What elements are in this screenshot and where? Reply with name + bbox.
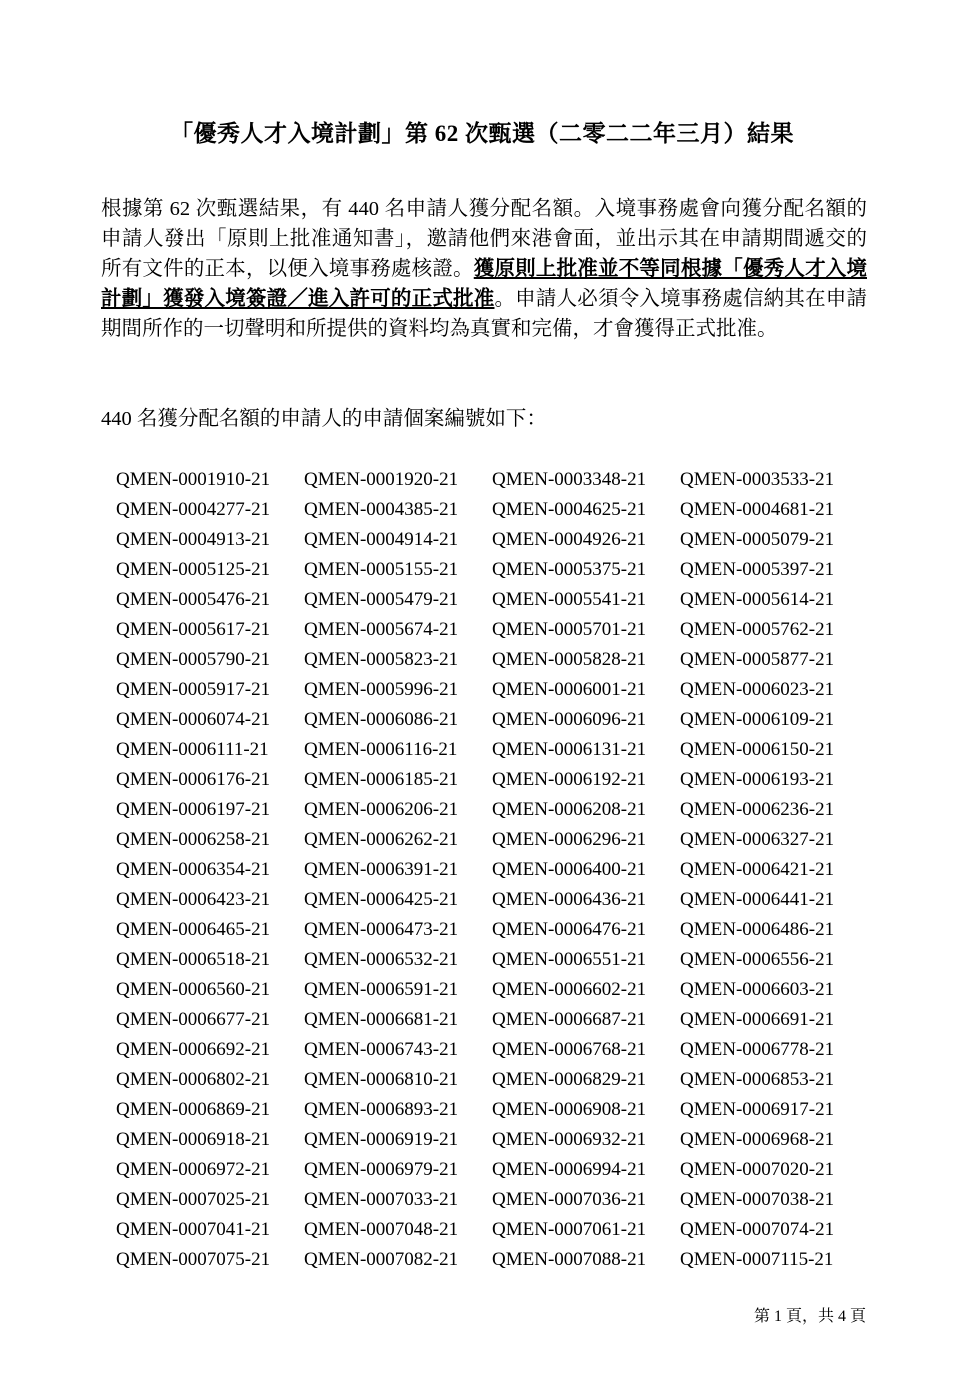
application-id: QMEN-0006687-21 [492,1009,647,1030]
application-id: QMEN-0004681-21 [680,499,835,520]
application-id: QMEN-0006681-21 [304,1009,459,1030]
application-id: QMEN-0005823-21 [304,649,459,670]
application-id: QMEN-0006086-21 [304,709,459,730]
application-id: QMEN-0006001-21 [492,679,647,700]
application-id: QMEN-0006206-21 [304,799,459,820]
application-id: QMEN-0006096-21 [492,709,647,730]
application-id: QMEN-0006354-21 [116,859,271,880]
application-id: QMEN-0006465-21 [116,919,271,940]
application-id: QMEN-0006556-21 [680,949,835,970]
application-id: QMEN-0006829-21 [492,1069,647,1090]
application-id: QMEN-0006423-21 [116,889,271,910]
application-id: QMEN-0006109-21 [680,709,835,730]
application-id: QMEN-0006436-21 [492,889,647,910]
intro-text-part2: 。申請人必須令入境事務處信納其在申請期間所作的一切聲明和所提供的資料均為真實和完備，才會獲得正式批准。 [101,288,868,340]
application-id: QMEN-0005375-21 [492,559,647,580]
application-id: QMEN-0006236-21 [680,799,835,820]
application-id: QMEN-0007025-21 [116,1189,271,1210]
application-id: QMEN-0006421-21 [680,859,835,880]
application-id: QMEN-0006111-21 [116,739,269,760]
intro-emphasis: 獲原則上批准並不等同根據「優秀人才入境計劃」獲發入境簽證／進入許可的正式批准 [101,258,867,310]
application-id: QMEN-0006518-21 [116,949,271,970]
application-id: QMEN-0006932-21 [492,1129,647,1150]
application-id: QMEN-0006193-21 [680,769,835,790]
application-id: QMEN-0006560-21 [116,979,271,1000]
application-id: QMEN-0006551-21 [492,949,647,970]
application-id: QMEN-0006692-21 [116,1039,271,1060]
application-id: QMEN-0006602-21 [492,979,647,1000]
application-id: QMEN-0005762-21 [680,619,835,640]
application-id: QMEN-0006327-21 [680,829,835,850]
application-id: QMEN-0004913-21 [116,529,271,550]
application-id: QMEN-0004277-21 [116,499,271,520]
application-id: QMEN-0006486-21 [680,919,835,940]
application-id: QMEN-0006869-21 [116,1099,271,1120]
application-id: QMEN-0007033-21 [304,1189,459,1210]
intro-paragraph [101,194,867,344]
application-id: QMEN-0006778-21 [680,1039,835,1060]
application-id-table [116,465,876,1275]
application-id: QMEN-0005617-21 [116,619,271,640]
application-id: QMEN-0006919-21 [304,1129,459,1150]
application-id: QMEN-0006677-21 [116,1009,271,1030]
application-id: QMEN-0006197-21 [116,799,271,820]
list-heading: 440 名獲分配名額的申請人的申請個案編號如下： [101,408,547,430]
application-id: QMEN-0004926-21 [492,529,647,550]
application-id: QMEN-0006208-21 [492,799,647,820]
application-id: QMEN-0005614-21 [680,589,835,610]
application-id: QMEN-0006853-21 [680,1069,835,1090]
application-id: QMEN-0006131-21 [492,739,647,760]
application-id: QMEN-0006591-21 [304,979,459,1000]
application-id: QMEN-0007075-21 [116,1249,271,1270]
application-id: QMEN-0006476-21 [492,919,647,940]
application-id: QMEN-0007036-21 [492,1189,647,1210]
page-number: 第 1 頁，共 4 頁 [753,1308,866,1325]
application-id: QMEN-0005397-21 [680,559,835,580]
application-id: QMEN-0006258-21 [116,829,271,850]
application-id: QMEN-0005674-21 [304,619,459,640]
application-id: QMEN-0005917-21 [116,679,271,700]
application-id: QMEN-0007061-21 [492,1219,647,1240]
application-id: QMEN-0006532-21 [304,949,459,970]
application-id: QMEN-0006074-21 [116,709,271,730]
application-id: QMEN-0007041-21 [116,1219,271,1240]
application-id: QMEN-0006979-21 [304,1159,459,1180]
application-id: QMEN-0006262-21 [304,829,459,850]
intro-text-part1: 根據第 62 次甄選結果，有 440 名申請人獲分配名額。入境事務處會向獲分配名額的申請人發出「原則上批准通知書」，邀請他們來港會面，並出示其在申請期間遞交的所有文件的正本，以便入境事務處核證。 [101,198,867,280]
application-id: QMEN-0006908-21 [492,1099,647,1120]
application-id: QMEN-0006810-21 [304,1069,459,1090]
application-id: QMEN-0005790-21 [116,649,271,670]
application-id: QMEN-0006441-21 [680,889,835,910]
application-id: QMEN-0006691-21 [680,1009,835,1030]
application-id: QMEN-0006893-21 [304,1099,459,1120]
application-id: QMEN-0006972-21 [116,1159,271,1180]
application-id: QMEN-0007020-21 [680,1159,835,1180]
application-id: QMEN-0005877-21 [680,649,835,670]
application-id: QMEN-0003533-21 [680,469,835,490]
application-id: QMEN-0006473-21 [304,919,459,940]
application-id: QMEN-0005125-21 [116,559,271,580]
application-id: QMEN-0006391-21 [304,859,459,880]
application-id: QMEN-0006994-21 [492,1159,647,1180]
application-id: QMEN-0006768-21 [492,1039,647,1060]
application-id: QMEN-0006176-21 [116,769,271,790]
application-id: QMEN-0006425-21 [304,889,459,910]
application-id: QMEN-0005079-21 [680,529,835,550]
application-id: QMEN-0001910-21 [116,469,271,490]
application-id: QMEN-0004914-21 [304,529,459,550]
application-id: QMEN-0006150-21 [680,739,835,760]
application-id: QMEN-0001920-21 [304,469,459,490]
application-id: QMEN-0007115-21 [680,1249,834,1270]
application-id: QMEN-0006192-21 [492,769,647,790]
application-id: QMEN-0003348-21 [492,469,647,490]
application-id: QMEN-0005996-21 [304,679,459,700]
application-id: QMEN-0004385-21 [304,499,459,520]
application-id: QMEN-0006917-21 [680,1099,835,1120]
application-id: QMEN-0006296-21 [492,829,647,850]
application-id: QMEN-0005541-21 [492,589,647,610]
application-id: QMEN-0007038-21 [680,1189,835,1210]
application-id: QMEN-0006968-21 [680,1129,835,1150]
application-id: QMEN-0006023-21 [680,679,835,700]
page-title: 「優秀人才入境計劃」第 62 次甄選（二零二二年三月）結果 [170,121,794,146]
application-id: QMEN-0005155-21 [304,559,459,580]
application-id: QMEN-0007048-21 [304,1219,459,1240]
application-id: QMEN-0006400-21 [492,859,647,880]
application-id: QMEN-0007088-21 [492,1249,647,1270]
application-id: QMEN-0006918-21 [116,1129,271,1150]
application-id: QMEN-0006603-21 [680,979,835,1000]
application-id: QMEN-0005828-21 [492,649,647,670]
application-id: QMEN-0005701-21 [492,619,647,640]
application-id: QMEN-0005479-21 [304,589,459,610]
application-id: QMEN-0006802-21 [116,1069,271,1090]
application-id: QMEN-0006116-21 [304,739,458,760]
application-id: QMEN-0007082-21 [304,1249,459,1270]
application-id: QMEN-0006185-21 [304,769,459,790]
application-id: QMEN-0006743-21 [304,1039,459,1060]
application-id: QMEN-0004625-21 [492,499,647,520]
application-id: QMEN-0007074-21 [680,1219,835,1240]
application-id: QMEN-0005476-21 [116,589,271,610]
